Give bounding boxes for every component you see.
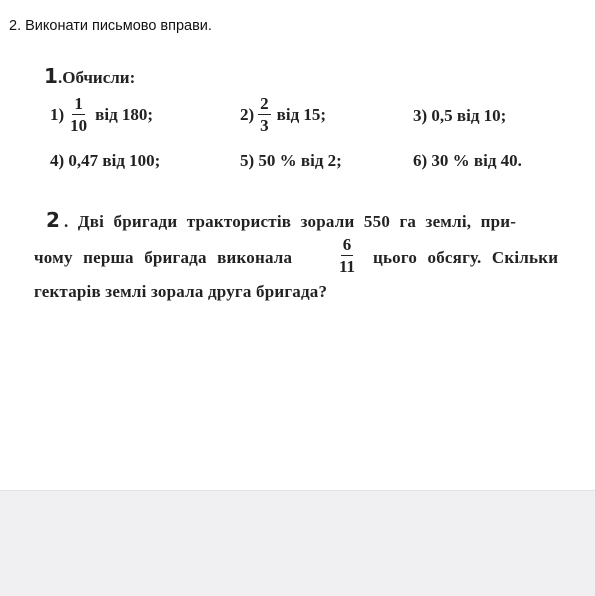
empty-background-area [0, 490, 595, 596]
item-2-label: 2) [240, 104, 255, 124]
exercise-1-item-5 [240, 151, 342, 171]
exercise-1-item-3 [413, 106, 506, 126]
exercise-2-number: 2 [46, 208, 60, 232]
fraction-2-3 [258, 95, 271, 134]
exercise-2-line-2b: цього обсягу. Скільки [373, 248, 559, 267]
exercise-2-line-2a: чому перша бригада виконала [34, 248, 293, 267]
exercise-1-item-2 [240, 95, 326, 134]
item-6-text: 6) 30 % від 40. [413, 151, 522, 170]
item-4-text: 4) 0,47 від 100; [50, 151, 161, 170]
item-2-text: від 15; [276, 104, 327, 124]
exercise-1-item-4 [50, 151, 160, 171]
item-1-text: від 180; [95, 104, 154, 124]
fraction-1-10 [68, 95, 89, 134]
item-1-label: 1) [50, 104, 65, 124]
exercise-2-line-1: . Дві бригади трактористів зорали 550 га землі, при- [64, 212, 517, 231]
fraction-denominator: 11 [339, 257, 356, 276]
exercise-1-item-6 [413, 151, 522, 171]
page-heading: 2. Виконати письмово вправи. [9, 18, 212, 34]
fraction-numerator: 2 [260, 94, 269, 113]
exercise-1-item-1 [50, 95, 153, 134]
exercise-1-title: .Обчисли: [58, 68, 136, 87]
exercise-2-line-3: гектарів землі зорала друга бригада? [34, 282, 328, 301]
fraction-6-11 [337, 236, 357, 275]
item-3-text: 3) 0,5 від 10; [413, 106, 507, 125]
fraction-numerator: 6 [342, 235, 352, 254]
item-5-text: 5) 50 % від 2; [240, 151, 342, 170]
fraction-denominator: 10 [70, 116, 88, 135]
exercise-1-number: 1 [44, 64, 58, 88]
fraction-numerator: 1 [74, 94, 83, 113]
fraction-denominator: 3 [260, 116, 269, 135]
